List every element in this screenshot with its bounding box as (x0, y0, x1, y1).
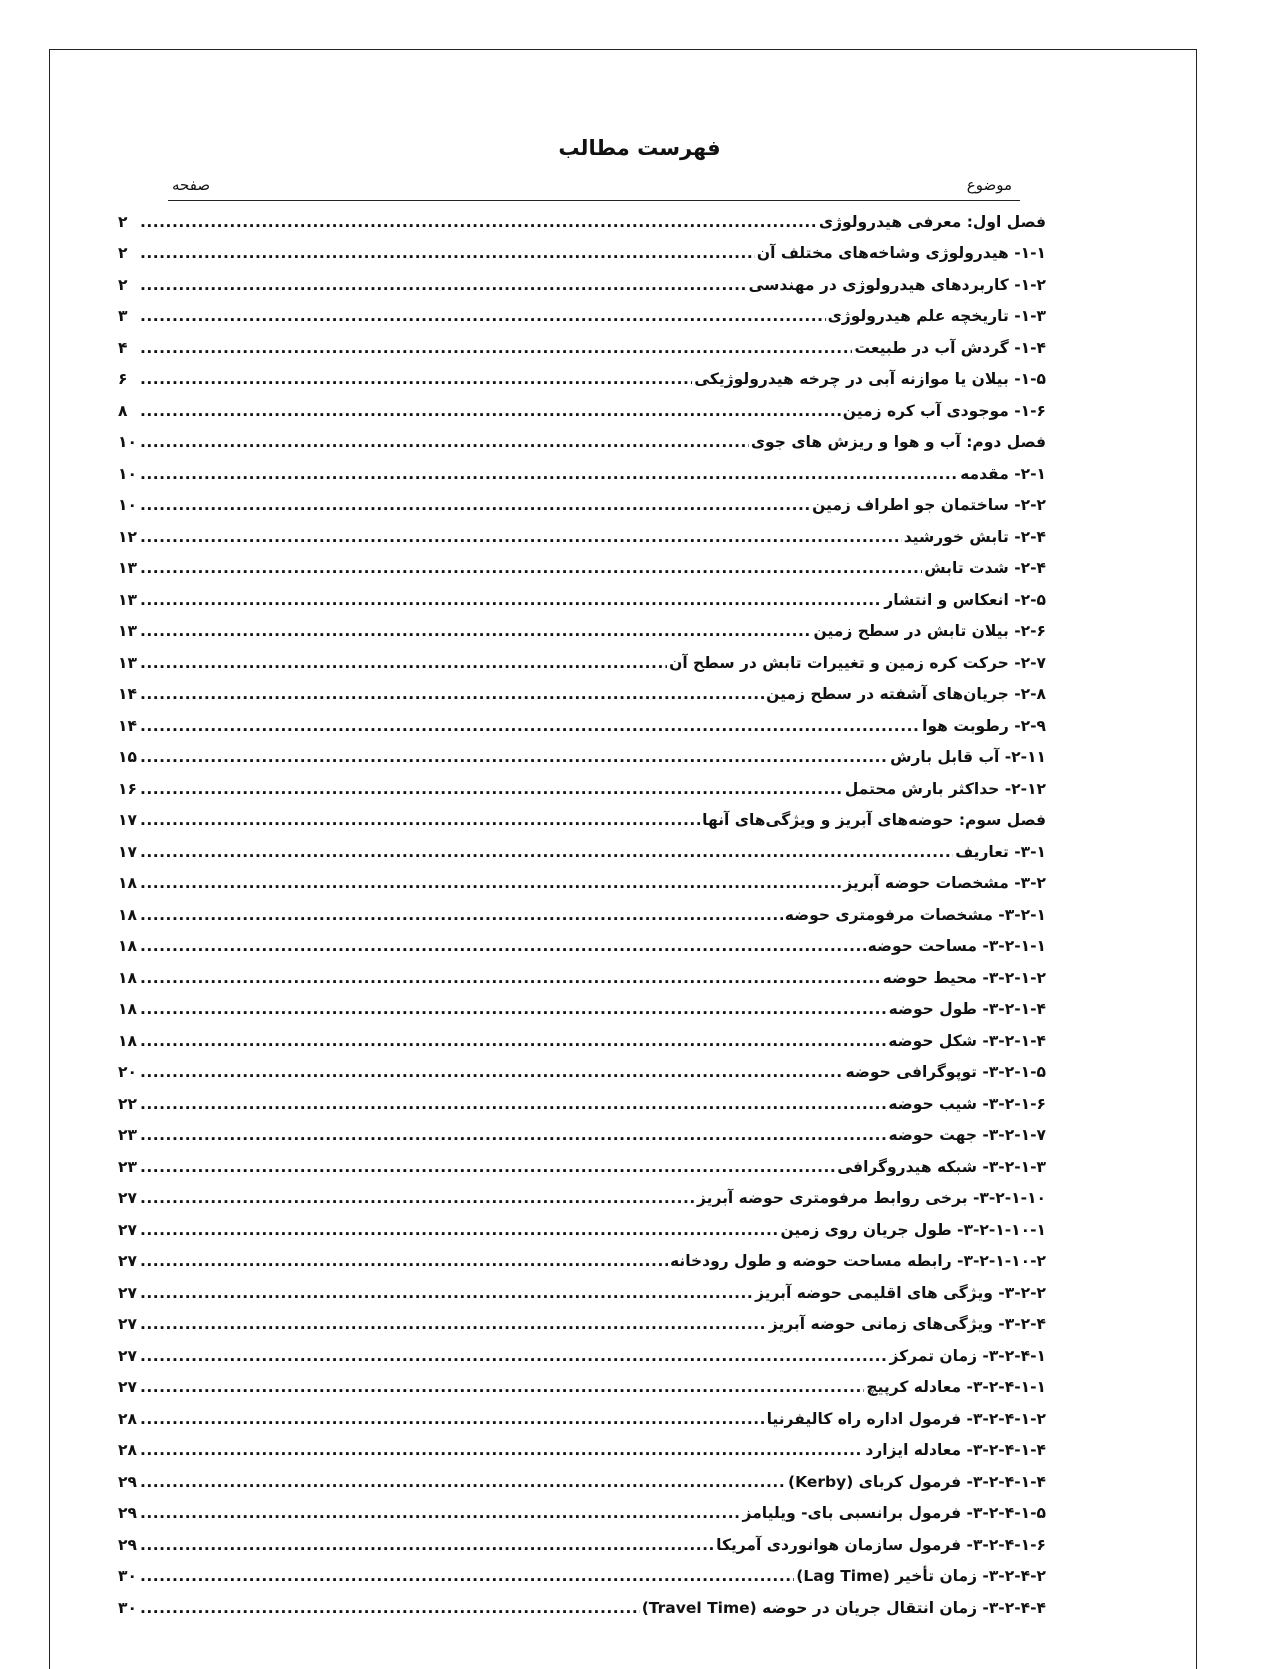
toc-entry (118, 868, 1046, 900)
dot-leader (140, 1599, 640, 1617)
toc-entry-title: ۳-۲-۴-۱-۱- معادله کرپیچ (866, 1378, 1046, 1397)
toc-entry (118, 427, 1046, 459)
toc-entry (118, 1214, 1046, 1246)
dot-leader (140, 748, 888, 766)
toc-entry-page: ۲ (118, 275, 128, 294)
dot-leader (140, 906, 783, 924)
toc-entry-title: ۳-۲- مشخصات حوضه آبریز (843, 874, 1046, 893)
toc-entry-page: ۱۰ (118, 464, 137, 483)
dot-leader (140, 559, 922, 577)
toc-entry-page: ۱۶ (118, 779, 137, 798)
toc-entry (118, 962, 1046, 994)
toc-entry-title: ۲-۵- انعکاس و انتشار (884, 590, 1046, 609)
toc-entry-title: ۱-۱- هیدرولوژی وشاخه‌های مختلف آن (756, 244, 1046, 263)
toc-entry-page: ۶ (118, 370, 128, 389)
toc-entry (118, 994, 1046, 1026)
dot-leader (140, 213, 817, 231)
dot-leader (140, 1315, 767, 1333)
toc-entry-title: فصل سوم: حوضه‌های آبریز و ویژگی‌های آنها (702, 811, 1046, 830)
toc-entry (118, 1025, 1046, 1057)
dot-leader (140, 370, 692, 388)
toc-entry-page: ۱۳ (118, 622, 137, 641)
toc-entry-page: ۲۲ (118, 1094, 137, 1113)
dot-leader (140, 874, 841, 892)
toc-entry (118, 616, 1046, 648)
toc-entry-title: فصل اول: معرفی هیدرولوژی (818, 212, 1046, 231)
toc-entry (118, 1120, 1046, 1152)
toc-entry-title: ۳-۲-۱-۱۰- برخی روابط مرفومتری حوضه آبریز (696, 1189, 1046, 1208)
toc-entry (118, 647, 1046, 679)
toc-entry-title: ۳-۲-۱-۲- محیط حوضه (882, 968, 1046, 987)
toc-entry (118, 584, 1046, 616)
dot-leader (140, 1284, 753, 1302)
toc-entry (118, 1277, 1046, 1309)
toc-entry-page: ۳۰ (118, 1598, 137, 1617)
toc-entry-title: ۳-۲-۴-۱-۲- فرمول اداره راه کالیفرنیا (766, 1409, 1046, 1428)
toc-entry-page: ۲۷ (118, 1189, 137, 1208)
toc-entry-page: ۱۸ (118, 1000, 137, 1019)
toc-entry-title: ۳-۲-۴-۱-۶- فرمول سازمان هوانوردی آمریکا (716, 1535, 1046, 1554)
toc-entry-title: ۱-۶- موجودی آب کره زمین (842, 401, 1046, 420)
toc-entry (118, 1529, 1046, 1561)
dot-leader (140, 1252, 668, 1270)
toc-entry-page: ۲۷ (118, 1252, 137, 1271)
toc-entry (118, 1498, 1046, 1530)
toc-entry-page: ۳ (118, 307, 128, 326)
dot-leader (140, 1347, 888, 1365)
toc-entry-page: ۱۷ (118, 811, 137, 830)
toc-entry-title: ۱-۳- تاریخچه علم هیدرولوژی (827, 307, 1046, 326)
dot-leader (140, 1126, 887, 1144)
toc-entry-page: ۱۸ (118, 968, 137, 987)
toc-entry (118, 395, 1046, 427)
toc-entry (118, 1561, 1046, 1593)
toc-entry-page: ۲۷ (118, 1220, 137, 1239)
dot-leader (140, 717, 920, 735)
toc-entry-page: ۲۸ (118, 1409, 137, 1428)
toc-entry (118, 1435, 1046, 1467)
toc-entry (118, 238, 1046, 270)
toc-entry (118, 1403, 1046, 1435)
toc-entry (118, 1372, 1046, 1404)
toc-entry-page: ۲۷ (118, 1315, 137, 1334)
toc-entry-title: ۲-۷- حرکت کره زمین و تغییرات تابش در سطح آن (669, 653, 1046, 672)
toc-entry-title: ۳-۲-۱- مشخصات مرفومتری حوضه (784, 905, 1046, 924)
toc-entry-title: ۲-۱- مقدمه (960, 464, 1046, 483)
toc-entry-page: ۱۰ (118, 433, 137, 452)
toc-header (168, 176, 1020, 201)
toc-entry (118, 364, 1046, 396)
toc-entry (118, 1151, 1046, 1183)
toc-entry-page: ۱۴ (118, 685, 137, 704)
table-of-contents (118, 206, 1046, 1624)
toc-entry-page: ۲۷ (118, 1283, 137, 1302)
dot-leader (140, 685, 764, 703)
toc-entry-title: ۳-۲-۱-۱۰-۲- رابطه مساحت حوضه و طول رودخانه (669, 1252, 1046, 1271)
toc-entry (118, 553, 1046, 585)
dot-leader (140, 622, 812, 640)
toc-entry-title: ۳-۲-۴-۱-۴- فرمول کربای (Kerby) (787, 1472, 1046, 1491)
toc-entry-title: ۲-۱۲- حداکثر بارش محتمل (844, 779, 1046, 798)
toc-entry-title: ۳-۲-۱-۴- طول حوضه (888, 1000, 1046, 1019)
toc-entry-page: ۲۹ (118, 1472, 137, 1491)
toc-entry (118, 1246, 1046, 1278)
toc-entry (118, 710, 1046, 742)
toc-entry-title: ۳-۲-۴- ویژگی‌های زمانی حوضه آبریز (768, 1315, 1046, 1334)
dot-leader (140, 1000, 887, 1018)
dot-leader (140, 307, 826, 325)
toc-entry (118, 206, 1046, 238)
dot-leader (140, 402, 841, 420)
dot-leader (140, 244, 755, 262)
toc-entry (118, 1057, 1046, 1089)
toc-entry-title: ۱-۵- بیلان یا موازنه آبی در چرخه هیدرولوژیکی (694, 370, 1046, 389)
toc-entry-title: ۳-۲-۱-۷- جهت حوضه (888, 1126, 1046, 1145)
toc-entry-page: ۲۳ (118, 1157, 137, 1176)
toc-entry (118, 1592, 1046, 1624)
toc-entry-title: ۳-۲-۱-۳- شبکه هیدروگرافی (837, 1157, 1046, 1176)
dot-leader (140, 969, 881, 987)
dot-leader (140, 843, 953, 861)
toc-entry-page: ۱۸ (118, 1031, 137, 1050)
toc-entry-title: ۳-۲-۱-۱۰-۱- طول جریان روی زمین (780, 1220, 1046, 1239)
toc-entry (118, 490, 1046, 522)
toc-entry-page: ۲۹ (118, 1504, 137, 1523)
toc-entry-page: ۲۳ (118, 1126, 137, 1145)
toc-entry (118, 836, 1046, 868)
dot-leader (140, 1536, 714, 1554)
toc-entry (118, 1466, 1046, 1498)
toc-entry-title: ۲-۶- بیلان تابش در سطح زمین (813, 622, 1046, 641)
dot-leader (140, 1032, 886, 1050)
toc-entry-page: ۱۷ (118, 842, 137, 861)
dot-leader (140, 1221, 778, 1239)
toc-entry-page: ۱۳ (118, 653, 137, 672)
toc-entry (118, 742, 1046, 774)
toc-entry (118, 301, 1046, 333)
toc-entry-title: ۳-۲-۱-۱- مساحت حوضه (867, 937, 1046, 956)
toc-entry-page: ۲ (118, 212, 128, 231)
dot-leader (140, 1158, 835, 1176)
dot-leader (140, 339, 852, 357)
toc-entry (118, 1309, 1046, 1341)
toc-entry-title: ۳-۲-۱-۶- شیب حوضه (888, 1094, 1046, 1113)
dot-leader (140, 1504, 741, 1522)
topic-column-label: موضوع (966, 176, 1012, 194)
page-column-label: صفحه (172, 176, 211, 194)
toc-entry-title: ۳-۲-۴-۴- زمان انتقال جریان در حوضه (Travel Time) (641, 1598, 1046, 1617)
toc-entry-title: ۳-۲-۴-۱-۵- فرمول برانسبی بای- ویلیامز (742, 1504, 1046, 1523)
dot-leader (140, 1441, 863, 1459)
toc-entry-title: ۲-۱۱- آب قابل بارش (890, 748, 1046, 767)
toc-entry-title: ۱-۴- گردش آب در طبیعت (854, 338, 1046, 357)
dot-leader (140, 654, 667, 672)
dot-leader (140, 780, 843, 798)
toc-entry-page: ۱۸ (118, 905, 137, 924)
toc-entry-page: ۱۲ (118, 527, 137, 546)
toc-entry-page: ۲۷ (118, 1378, 137, 1397)
toc-entry-page: ۲۹ (118, 1535, 137, 1554)
toc-entry-title: ۲-۴- تابش خورشید (903, 527, 1046, 546)
toc-entry-title: ۳-۱- تعاریف (955, 842, 1046, 861)
dot-leader (140, 433, 749, 451)
dot-leader (140, 591, 882, 609)
toc-entry (118, 521, 1046, 553)
toc-entry-title: ۳-۲-۴-۱- زمان تمرکز (889, 1346, 1046, 1365)
dot-leader (140, 1567, 794, 1585)
toc-entry-title: ۲-۹- رطوبت هوا (922, 716, 1046, 735)
toc-entry (118, 931, 1046, 963)
toc-entry-page: ۲۷ (118, 1346, 137, 1365)
toc-entry-title: ۳-۲-۱-۴- شکل حوضه (888, 1031, 1046, 1050)
toc-entry-page: ۱۳ (118, 559, 137, 578)
toc-entry (118, 679, 1046, 711)
toc-entry-page: ۲ (118, 244, 128, 263)
toc-entry-page: ۱۸ (118, 874, 137, 893)
toc-entry (118, 458, 1046, 490)
dot-leader (140, 1189, 695, 1207)
toc-entry-page: ۳۰ (118, 1567, 137, 1586)
toc-entry-title: ۱-۲- کاربردهای هیدرولوژی در مهندسی (748, 275, 1046, 294)
toc-entry-title: ۳-۲-۲- ویژگی های اقلیمی حوضه آبریز (755, 1283, 1046, 1302)
toc-entry-title: فصل دوم: آب و هوا و ریزش های جوی (750, 433, 1046, 452)
dot-leader (140, 496, 810, 514)
toc-entry (118, 773, 1046, 805)
toc-entry (118, 899, 1046, 931)
dot-leader (140, 811, 700, 829)
toc-entry-title: ۳-۲-۴-۲- زمان تأخیر (Lag Time) (796, 1567, 1046, 1586)
toc-entry-title: ۳-۲-۴-۱-۴- معادله ایزارد (865, 1441, 1046, 1460)
dot-leader (140, 1473, 786, 1491)
dot-leader (140, 1410, 765, 1428)
dot-leader (140, 276, 747, 294)
toc-entry-page: ۱۸ (118, 937, 137, 956)
toc-entry-page: ۸ (118, 401, 128, 420)
toc-entry (118, 805, 1046, 837)
toc-entry-page: ۱۴ (118, 716, 137, 735)
dot-leader (140, 1095, 886, 1113)
toc-entry (118, 1088, 1046, 1120)
toc-entry (118, 332, 1046, 364)
toc-entry-title: ۲-۴- شدت تابش (924, 559, 1046, 578)
toc-entry-page: ۲۰ (118, 1063, 137, 1082)
toc-entry-page: ۴ (118, 338, 128, 357)
toc-entry-page: ۱۰ (118, 496, 137, 515)
toc-entry (118, 1183, 1046, 1215)
toc-entry-page: ۱۳ (118, 590, 137, 609)
dot-leader (140, 465, 958, 483)
dot-leader (140, 1378, 864, 1396)
toc-entry (118, 1340, 1046, 1372)
toc-entry (118, 269, 1046, 301)
toc-entry-page: ۱۵ (118, 748, 137, 767)
dot-leader (140, 937, 866, 955)
toc-entry-title: ۲-۸- جریان‌های آشفته در سطح زمین (766, 685, 1046, 704)
dot-leader (140, 528, 902, 546)
page-title: فهرست مطالب (558, 136, 721, 160)
dot-leader (140, 1063, 843, 1081)
toc-entry-title: ۲-۲- ساختمان جو اطراف زمین (812, 496, 1046, 515)
toc-entry-title: ۳-۲-۱-۵- توپوگرافی حوضه (845, 1063, 1046, 1082)
toc-entry-page: ۲۸ (118, 1441, 137, 1460)
